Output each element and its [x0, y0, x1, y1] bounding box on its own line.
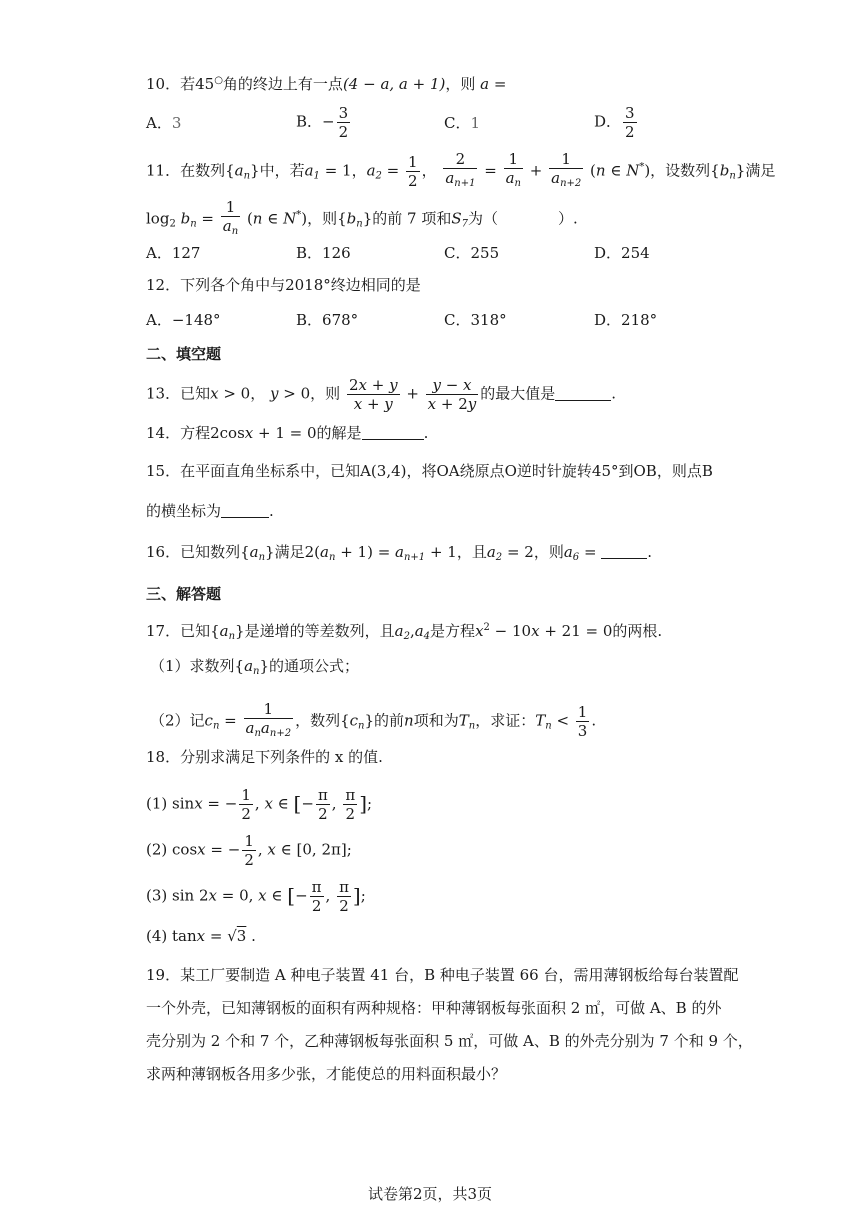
q15-line1: 15．在平面直角坐标系中，已知A(3,4)，将OA绕原点O逆时针旋转45°到OB，则点B: [146, 462, 713, 480]
q17-part2: （2）记$c_n$ = $\frac{1}{a_na_{n+2}}$ ，数列$\{c_n\}$的前n项和为$T_n$，求证：$T_n$ < $\frac{1}{3}$ .: [150, 700, 597, 740]
q19-line-4: 求两种薄钢板各用多少张，才能使总的用料面积最小？: [146, 1065, 507, 1083]
q10-option-d: D． $\frac{3}{2}$: [594, 104, 635, 141]
q10-option-c: C．1: [444, 114, 481, 132]
q18-item-4: (4) tanx = √3 .: [146, 927, 256, 945]
q12-option-a: A．−148°: [146, 311, 221, 329]
q18-item-3: (3) sin 2x = 0, x ∈ [− $\frac{\pi}{2}$ , $\frac{\pi}{2}$ ];: [146, 878, 366, 915]
q17-stem: 17．已知$\{a_n\}$是递增的等差数列，且$a_2,a_4$是方程$x^2 - 10x + 21 = 0$的两根.: [146, 622, 663, 642]
q11-line1: 11．在数列$\{a_n\}$中，若$a_1 = 1$，$a_2$ = $\frac{1}{2}$ ， $\frac{2}{a_{n+1}}$ = $\frac{1}{a_n}$ + $\frac{1}{a_{n+2}}$ (n ∈ N*)，设数列$\{b_n\}$满足: [146, 150, 776, 190]
q12-option-b: B．678°: [296, 311, 359, 329]
q12-option-c: C．318°: [444, 311, 507, 329]
q11-option-d: D．254: [594, 244, 650, 262]
q10-stem: 10．若45○角的终边上有一点(4 − a, a + 1)，则 a =: [146, 75, 507, 93]
q19-line-2: 一个外壳，已知薄钢板的面积有两种规格：甲种薄钢板每张面积 2 ㎡，可做 A、B 的外: [146, 999, 722, 1017]
q18-item-2: (2) cosx = − $\frac{1}{2}$ , x ∈ [0, 2π];: [146, 832, 352, 869]
section-fill-in-title: 二、填空题: [146, 345, 222, 363]
q14: 14．方程2cosx + 1 = 0的解是 .: [146, 424, 429, 442]
q11-line2: $\log_2 b_n$ = $\frac{1}{a_n}$ (n ∈ N*)，则$\{b_n\}$的前 7 项和$S_7$为（ ）.: [146, 198, 578, 237]
q19-line-1: 19．某工厂要制造 A 种电子装置 41 台，B 种电子装置 66 台，需用薄钢板给每台装置配: [146, 966, 739, 984]
q11-option-c: C．255: [444, 244, 500, 262]
q12-option-d: D．218°: [594, 311, 658, 329]
q15-line2: 的横坐标为 .: [146, 502, 274, 520]
q19-line-3: 壳分别为 2 个和 7 个，乙种薄钢板每张面积 5 ㎡，可做 A、B 的外壳分别为 7 个和 9 个，: [146, 1032, 753, 1050]
q10-option-b: B．− $\frac{3}{2}$: [296, 104, 349, 141]
q16: 16．已知数列$\{a_n\}$满足$2(a_n + 1) = a_{n+1} + 1$，且$a_2 = 2$，则$a_6$ = .: [146, 543, 653, 563]
section-answer-title: 三、解答题: [146, 585, 222, 603]
q11-option-b: B．126: [296, 244, 351, 262]
q17-part1: （1）求数列$\{a_n\}$的通项公式；: [150, 657, 360, 677]
q18-stem: 18．分别求满足下列条件的 x 的值.: [146, 748, 383, 766]
q12-stem: 12．下列各个角中与2018°终边相同的是: [146, 276, 421, 294]
q11-option-a: A．127: [146, 244, 201, 262]
q13: 13．已知x > 0， y > 0，则 $\frac{2x + y}{x + y}$ + $\frac{y - x}{x + 2y}$ 的最大值是 .: [146, 376, 617, 413]
q10-option-a: A．3: [146, 114, 182, 132]
q18-item-1: (1) sinx = − $\frac{1}{2}$ , x ∈ [− $\frac{\pi}{2}$ , $\frac{\pi}{2}$ ];: [146, 786, 373, 823]
page-footer: 试卷第2页，共3页: [367, 1185, 493, 1203]
